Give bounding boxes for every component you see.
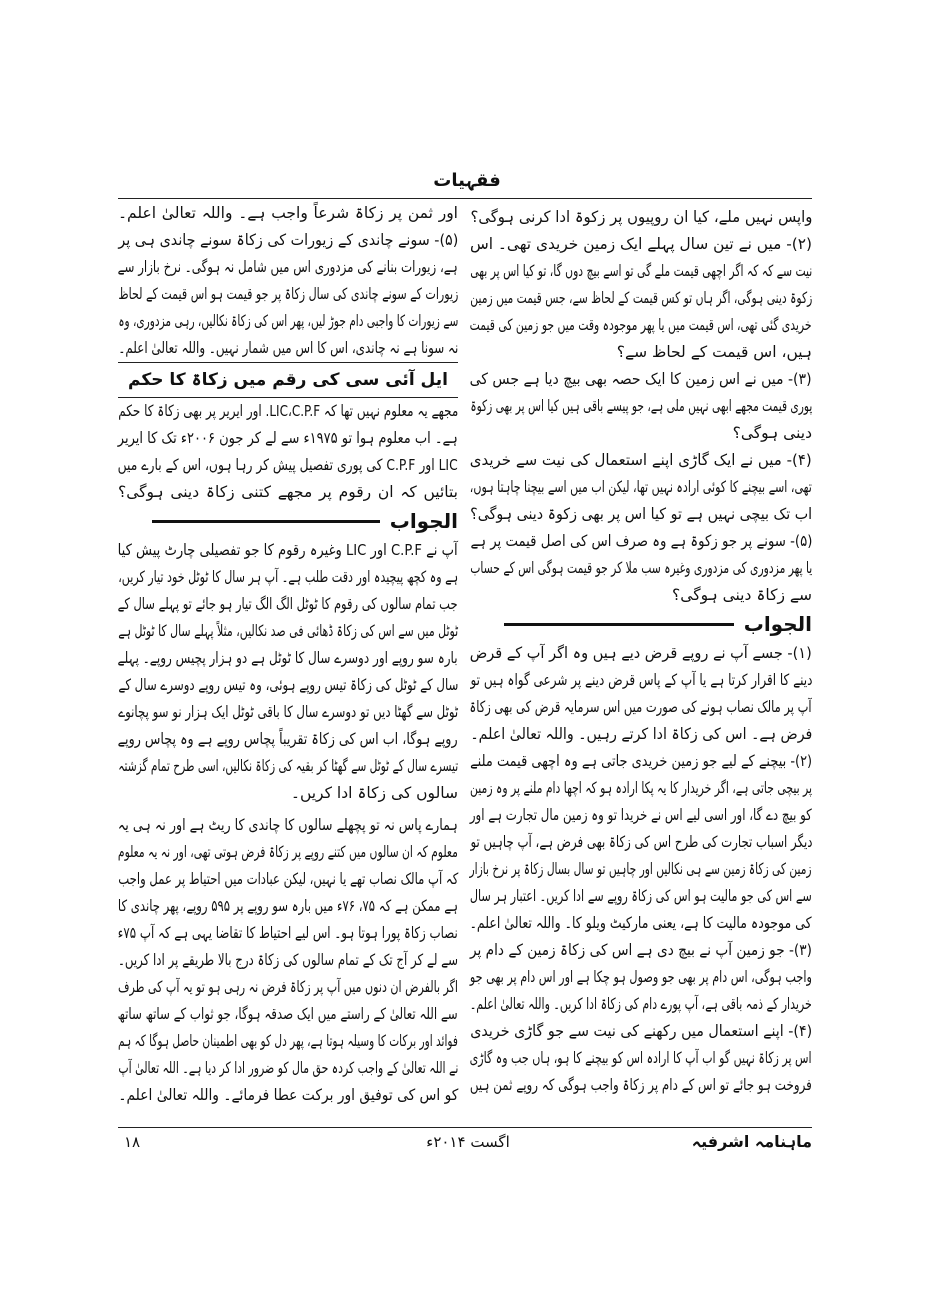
text-line-content: دینے کا اقرار کرتا ہے یا آپ کے پاس قرض دینے پر شرعی گواہ ہیں تو <box>470 671 812 689</box>
text-line-content: پر بیچی جاتی ہے، اگر خریدار کا یہ پکا ارادہ ہو کہ اچھا دام ملنے پر وہ زمین <box>469 779 812 797</box>
text-line <box>118 974 458 1001</box>
text-line-content: (۱)- جسے آپ نے روپے قرض دیے ہیں وہ اگر آپ کے قرض <box>470 644 812 662</box>
text-line-content: فوائد اور برکات کا وسیلہ ہوتا ہے، پھر دل کو بھی اطمینان حاصل ہوگا کہ ہم <box>118 1032 458 1050</box>
text-line <box>470 312 812 339</box>
text-line <box>470 204 812 231</box>
text-line <box>118 780 458 807</box>
text-line <box>118 753 458 780</box>
text-line-content: تیسرے سال کے ٹوٹل سے گھٹا کر بقیہ کی زکاۃ نکالیں، اسی طرح تمام گزشتہ <box>118 757 458 775</box>
answer-heading <box>470 609 812 640</box>
question-block <box>118 398 458 506</box>
text-line <box>470 937 812 964</box>
text-line <box>118 398 458 425</box>
answer-heading-rule <box>152 520 380 523</box>
text-line <box>118 308 458 335</box>
text-line <box>118 227 458 254</box>
text-line-content: واجب ہوگی، اس دام پر بھی جو وصول ہو چکا ہے اور اس دام پر بھی جو <box>469 968 812 986</box>
text-line <box>470 775 812 802</box>
text-line <box>470 964 812 991</box>
answer-block <box>118 537 458 807</box>
text-line <box>470 231 812 258</box>
text-line <box>470 802 812 829</box>
text-line <box>470 339 812 366</box>
text-line-content: بارہ سو روپے اور دوسرے سال کا ٹوٹل ہے دو ہزار پچیس روپے۔ پہلے <box>117 649 458 667</box>
text-line <box>118 645 458 672</box>
text-line-content: فروخت ہو جائے تو اس کے دام پر زکاۃ واجب ہوگی کہ روپے ثمن ہیں <box>470 1076 812 1094</box>
text-line-content: (۲)- بیچنے کے لیے جو زمین خریدی جاتی ہے وہ اچھی قیمت ملنے <box>469 752 812 770</box>
text-line-content: معلوم کہ ان سالوں میں کتنے روپے پر زکاۃ فرض ہوتی تھی، اور نہ یہ معلوم <box>118 843 458 861</box>
text-line <box>118 672 458 699</box>
text-line <box>470 640 812 667</box>
text-line-content: کہ آپ مالک نصاب تھے یا نہیں، لیکن عبادات میں احتیاط پر عمل واجب <box>118 870 458 888</box>
text-line-content: اس پر زکاۃ نہیں گو اب آپ کا ارادہ اس کو بیچنے کا ہو، ہاں جب وہ گاڑی <box>469 1049 812 1067</box>
text-line <box>118 866 458 893</box>
text-line-content: اب تک بیچی نہیں ہے تو کیا اس پر بھی زکوۃ دینی ہوگی؟ <box>470 505 812 523</box>
text-line <box>470 1018 812 1045</box>
text-line-content: روپے ہوگا، اب اس کی زکاۃ تقریباً پچاس روپے ہے وہ پچاس روپے <box>117 730 458 748</box>
text-line <box>118 479 458 506</box>
page-number: ۱۸ <box>124 1133 141 1151</box>
magazine-name: ماہنامہ اشرفیہ <box>691 1132 812 1151</box>
text-line-content: یا پھر مزدوری کی مزدوری وغیرہ سب ملا کر جو قیمت ہوگی اس کے حساب <box>469 559 812 577</box>
text-line-content: مجھے یہ معلوم نہیں تھا کہ LIC،C.P.F. اور ایریر پر بھی زکاۃ کا حکم <box>117 402 458 420</box>
text-line-content: نصاب زکاۃ پورا ہوتا ہو۔ اس لیے احتیاط کا تقاضا یہی ہے کہ آپ ۷۵ء <box>117 924 458 942</box>
text-line-content: (۵)- سونے پر جو زکوۃ ہے وہ صرف اس کی اصل قیمت پر ہے <box>470 532 812 550</box>
section-title: فقہیات <box>433 170 501 191</box>
text-line-content: آپ پر مالک نصاب ہونے کی صورت میں اس سرمایہ قرض کی بھی زکاۃ <box>469 698 812 716</box>
text-line <box>118 618 458 645</box>
text-line <box>118 335 458 362</box>
text-line-content: ہے، زیورات بنانے کی مزدوری اس میں شامل نہ ہوگی۔ نرخ بازار سے <box>117 258 458 276</box>
text-line <box>118 200 458 227</box>
text-line-content: اور ثمن پر زکاۃ شرعاً واجب ہے۔ واللہ تعالیٰ اعلم۔ <box>117 204 458 222</box>
text-line <box>470 856 812 883</box>
text-line-content: سالوں کی زکاۃ ادا کریں۔ <box>290 784 458 802</box>
text-line-content: LIC اور C.P.F کی پوری تفصیل پیش کر رہا ہوں، اس کے بارے میں <box>118 456 458 474</box>
text-line <box>470 829 812 856</box>
text-line-content: ہے۔ اب معلوم ہوا تو ۱۹۷۵ء سے لے کر جون ۲۰۰۶ء تک کا ایریر <box>118 429 458 447</box>
text-line-content: واپس نہیں ملے، کیا ان روپیوں پر زکوۃ ادا کرنی ہوگی؟ <box>470 208 812 226</box>
continued-answer-block <box>118 200 458 362</box>
text-line-content: خریدی گئی تھی، اس قیمت میں یا پھر موجودہ وقت میں جو زمین کی قیمت <box>470 316 812 334</box>
text-line <box>118 537 458 564</box>
text-line-content: (۴)- اپنے استعمال میں رکھنے کی نیت سے جو گاڑی خریدی <box>469 1022 812 1040</box>
text-line <box>470 694 812 721</box>
text-line <box>470 285 812 312</box>
text-line <box>118 281 458 308</box>
text-line <box>470 528 812 555</box>
text-line-content: زکوۃ دینی ہوگی، اگر ہاں تو کس قیمت کے لحاظ سے، جس قیمت میں زمین <box>470 289 812 307</box>
text-line-content: سال کے ٹوٹل کی زکاۃ تیس روپے ہوئی، وہ تیس روپے دوسرے سال کے <box>118 676 458 694</box>
text-line <box>118 812 458 839</box>
article-heading <box>118 362 458 398</box>
text-line-content: آپ نے C.P.F اور LIC وغیرہ رقوم کا جو تفصیلی چارٹ پیش کیا <box>117 541 458 559</box>
text-line-content: سے زیورات کا واجبی دام جوڑ لیں، پھر اس کی زکاۃ نکالیں، رہی مزدوری، وہ <box>118 312 458 330</box>
text-line-content: کو بیچ دے گا، اور اسی لیے اس نے خریدا تو وہ زمین مال تجارت ہے اور <box>470 806 812 824</box>
text-line-content: بتائیں کہ ان رقوم پر مجھے کتنی زکاۃ دینی ہوگی؟ <box>117 483 458 501</box>
text-line <box>118 726 458 753</box>
header-rule <box>118 198 812 199</box>
text-line <box>118 1001 458 1028</box>
text-line-content: ہیں، اس قیمت کے لحاظ سے؟ <box>616 343 812 361</box>
right-column <box>470 204 812 1099</box>
article-heading-text: ایل آئی سی کی رقم میں زکاۃ کا حکم <box>128 370 448 390</box>
text-line <box>470 582 812 609</box>
text-line <box>118 564 458 591</box>
text-line-content: ہے ممکن ہے کہ ۷۵، ۷۶ء میں بارہ سو روپے پر ۵۹۵ روپے، پھر چاندی کا <box>117 897 458 915</box>
text-line-content: (۳)- جو زمین آپ نے بیچ دی ہے اس کی زکاۃ زمین کے دام پر <box>470 941 812 959</box>
text-line-content: (۲)- میں نے تین سال پہلے ایک زمین خریدی تھی۔ اس <box>469 235 812 253</box>
text-line-content: کو اس کی توفیق اور برکت عطا فرمائے۔ واللہ تعالیٰ اعلم۔ <box>117 1086 458 1104</box>
text-line <box>470 474 812 501</box>
answer-heading-label: الجواب <box>743 612 812 636</box>
text-line <box>118 839 458 866</box>
text-line-content: پوری قیمت مجھے ابھی نہیں ملی ہے، جو پیسے باقی ہیں کیا اس پر بھی زکوۃ <box>469 397 812 415</box>
text-line-content: فرض ہے۔ اس کی زکاۃ ادا کرتے رہیں۔ واللہ تعالیٰ اعلم۔ <box>470 725 812 743</box>
answer-block <box>470 640 812 1099</box>
text-line <box>470 883 812 910</box>
note-block <box>118 812 458 1109</box>
text-line <box>118 893 458 920</box>
text-line-content: ہے وہ کچھ پیچیدہ اور دقت طلب ہے۔ آپ ہر سال کا ٹوٹل خود تیار کریں، <box>118 568 458 586</box>
text-line <box>118 920 458 947</box>
text-line <box>118 254 458 281</box>
footer-rule <box>118 1127 812 1128</box>
text-line <box>470 447 812 474</box>
answer-heading-rule <box>504 623 734 626</box>
text-line-content: زمین کی زکاۃ زمین سے ہی نکالیں اور چاہیں تو سال بسال زکاۃ پر نرخ بازار <box>469 860 812 878</box>
text-line <box>470 748 812 775</box>
text-line <box>470 1072 812 1099</box>
text-line <box>470 501 812 528</box>
text-line <box>118 425 458 452</box>
text-line <box>118 947 458 974</box>
text-line-content: سے زکاۃ دینی ہوگی؟ <box>672 586 812 604</box>
text-line <box>470 910 812 937</box>
text-line-content: نیت سے کہ کہ اگر اچھی قیمت ملے گی تو اسے بیچ دوں گا، تو کیا اس پر بھی <box>469 262 812 280</box>
text-line-content: نہ سونا ہے نہ چاندی، اس کا اس میں شمار نہیں۔ واللہ تعالیٰ اعلم۔ <box>118 339 458 357</box>
text-line-content: نے اللہ تعالیٰ کے واجب کردہ حق مال کو ضرور ادا کر دیا ہے۔ اللہ تعالیٰ آپ <box>118 1059 458 1077</box>
text-line-content: (۳)- میں نے اس زمین کا ایک حصہ بھی بیچ دیا ہے جس کی <box>469 370 812 388</box>
text-line <box>470 258 812 285</box>
text-line-content: ٹوٹل سے گھٹا دیں تو دوسرے سال کا باقی ٹوٹل ایک ہزار نو سو پچانوے <box>118 703 458 721</box>
text-line <box>118 1082 458 1109</box>
text-line <box>470 991 812 1018</box>
text-line <box>470 667 812 694</box>
text-line-content: جب تمام سالوں کی رقوم کا ٹوٹل الگ الگ تیار ہو جائے تو پہلے سال کے <box>118 595 458 613</box>
text-line <box>470 1045 812 1072</box>
text-line-content: خریدار کے ذمہ باقی ہے، آپ پورے دام کی زکاۃ ادا کریں۔ واللہ تعالیٰ اعلم۔ <box>470 995 812 1013</box>
text-line-content: دینی ہوگی؟ <box>732 424 812 442</box>
text-line-content: (۵)- سونے چاندی کے زیورات کی زکاۃ سونے چاندی ہی پر <box>117 231 458 249</box>
text-line-content: کی موجودہ مالیت کا ہے، یعنی مارکیٹ ویلو کا۔ واللہ تعالیٰ اعلم۔ <box>470 914 812 932</box>
text-line-content: تھی، اسے بیچنے کا کوئی ارادہ نہیں تھا، لیکن اب میں اسے بیچنا چاہتا ہوں، <box>469 478 812 496</box>
text-line <box>118 1055 458 1082</box>
text-line <box>470 393 812 420</box>
text-line-content: دیگر اسباب تجارت کی طرح اس کی زکاۃ بھی فرض ہے، آپ چاہیں تو <box>469 833 812 851</box>
text-line-content: ہمارے پاس نہ تو پچھلے سالوں کا چاندی کا ریٹ ہے اور نہ ہی یہ <box>118 816 458 834</box>
text-line <box>118 591 458 618</box>
text-line <box>470 721 812 748</box>
text-line-content: سے لے کر آج تک کے تمام سالوں کی زکاۃ درج بالا طریقے پر ادا کریں۔ <box>117 951 458 969</box>
text-line-content: (۴)- میں نے ایک گاڑی اپنے استعمال کی نیت سے خریدی <box>470 451 812 469</box>
text-line <box>118 452 458 479</box>
text-line <box>470 420 812 447</box>
text-line-content: ٹوٹل میں سے اس کی زکاۃ ڈھائی فی صد نکالیں، مثلاً پہلے سال کا ٹوٹل ہے <box>118 622 458 640</box>
text-line-content: سے اللہ تعالیٰ کے راستے میں ایک صدقہ ہوگا، جو ثواب کے ساتھ ساتھ <box>117 1005 458 1023</box>
text-line-content: زیورات کے سونے چاندی کی سال زکاۃ پر جو قیمت ہو اس قیمت کے لحاظ <box>117 285 458 303</box>
question-block <box>470 204 812 609</box>
text-line <box>118 1028 458 1055</box>
text-line <box>470 366 812 393</box>
text-line <box>118 699 458 726</box>
answer-heading <box>118 506 458 537</box>
text-line-content: سے اس کی جو مالیت ہو اس کی زکاۃ روپے سے ادا کریں۔ اعتبار ہر سال <box>470 887 812 905</box>
text-line <box>470 555 812 582</box>
issue-date: اگست ۲۰۱۴ء <box>426 1133 510 1151</box>
text-line-content: اگر بالفرض ان دنوں میں آپ پر زکاۃ فرض نہ رہی ہو تو یہ آپ کی طرف <box>117 978 458 996</box>
answer-heading-label: الجواب <box>389 509 458 533</box>
left-column <box>118 200 458 1109</box>
